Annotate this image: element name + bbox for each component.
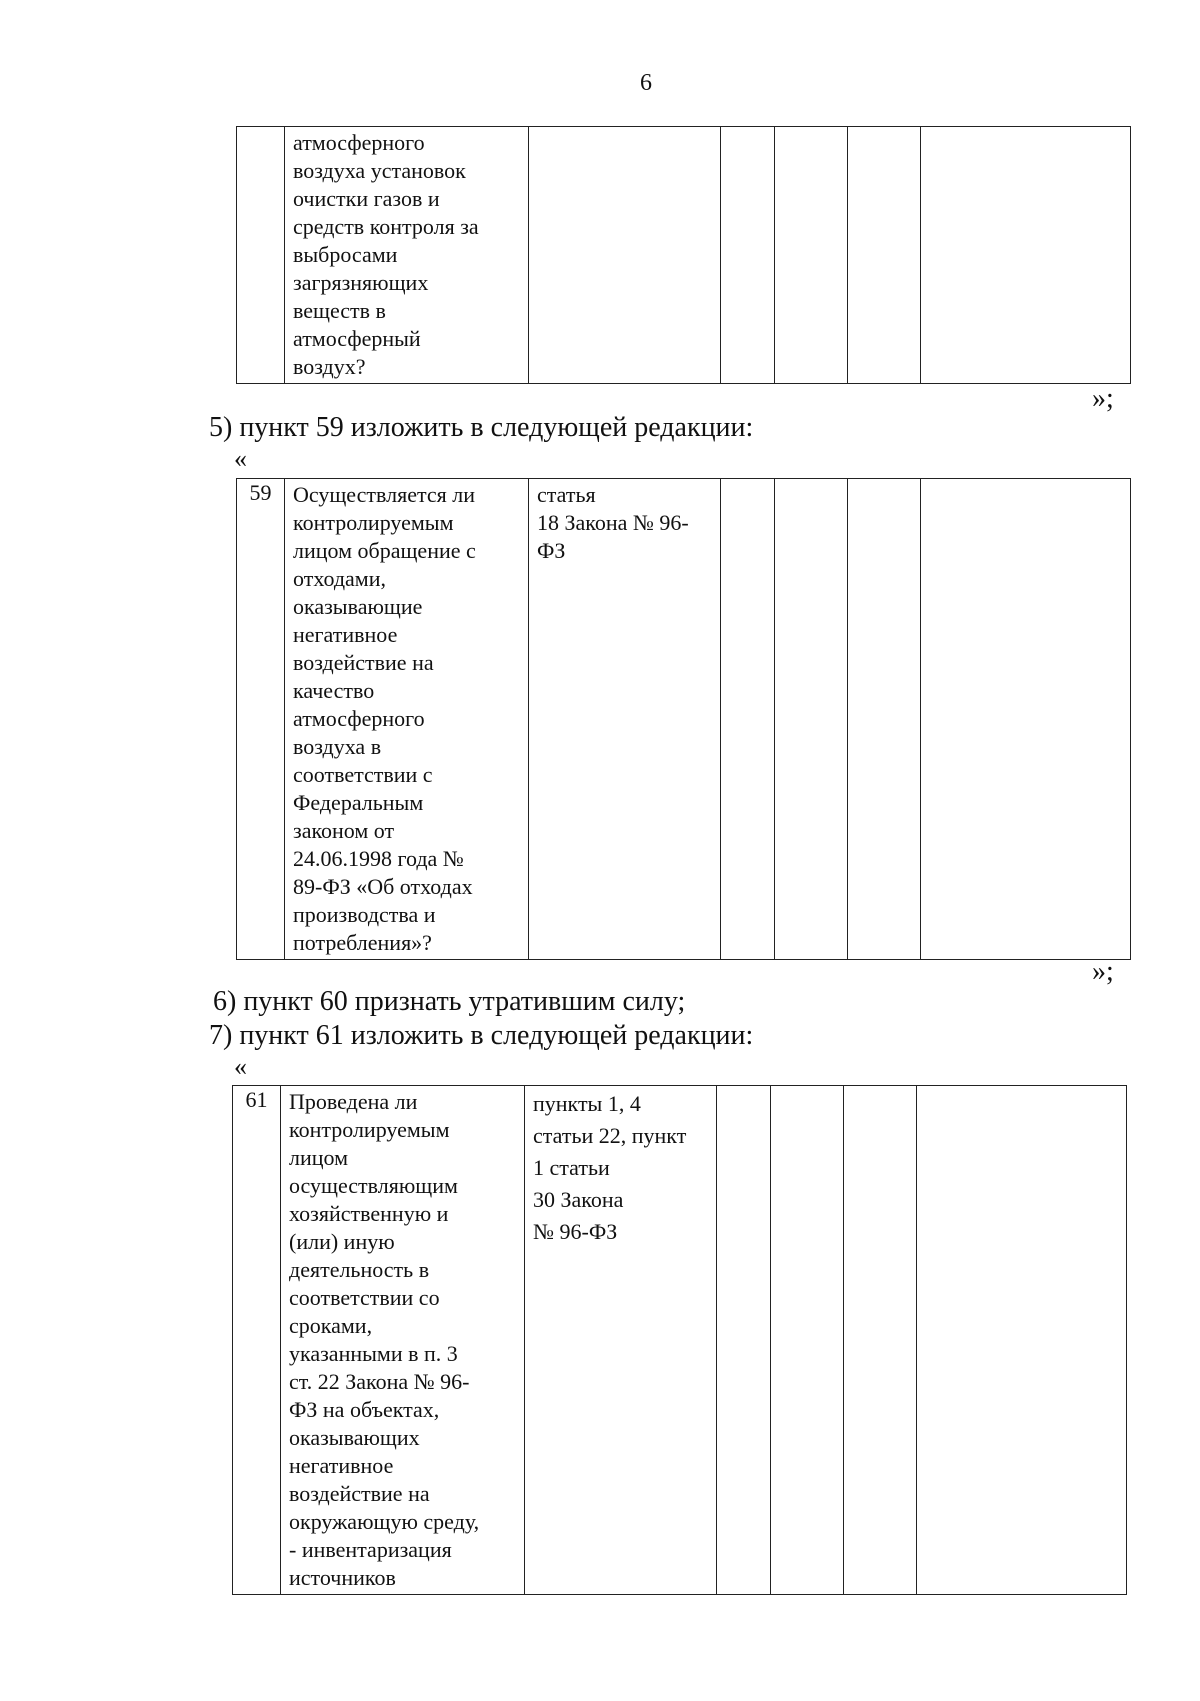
answer-cell: [848, 127, 921, 384]
table-row: [237, 479, 1131, 960]
paragraph-item-5: 5) пункт 59 изложить в следующей редакции:: [209, 412, 754, 443]
answer-cell: [848, 479, 921, 960]
question-cell: Проведена ли контролируемым лицом осуществляющим хозяйственную и (или) иную деятельность в соответствии со сроками, указанными в п. 3 ст. 22 Закона № 96- ФЗ на объектах, оказывающих негативное воздействие на окружающую среду, - инвентаризация источников: [281, 1086, 525, 1595]
answer-cell: [721, 479, 775, 960]
row-number-cell: 61: [233, 1086, 281, 1595]
table-continuation: [236, 126, 1131, 384]
closing-quote: »;: [1092, 956, 1114, 987]
note-cell: [917, 1086, 1127, 1595]
answer-cell: [844, 1086, 917, 1595]
answer-cell: [771, 1086, 844, 1595]
row-number-cell: 59: [237, 479, 285, 960]
paragraph-item-7: 7) пункт 61 изложить в следующей редакции:: [209, 1020, 754, 1051]
table-item-61: [232, 1085, 1127, 1595]
answer-cell: [775, 479, 848, 960]
answer-cell: [717, 1086, 771, 1595]
note-cell: [921, 127, 1131, 384]
reference-cell: статья 18 Закона № 96- ФЗ: [529, 479, 721, 960]
table-row: [233, 1086, 1127, 1595]
reference-cell: [529, 127, 721, 384]
question-cell: Осуществляется ли контролируемым лицом обращение с отходами, оказывающие негативное воздействие на качество атмосферного воздуха в соответствии с Федеральным законом от 24.06.1998 года № 89-ФЗ «Об отходах производства и потребления»?: [285, 479, 529, 960]
opening-quote: «: [234, 444, 247, 473]
table-row: [237, 127, 1131, 384]
answer-cell: [775, 127, 848, 384]
opening-quote: «: [234, 1052, 247, 1081]
table-item-59: [236, 478, 1131, 960]
note-cell: [921, 479, 1131, 960]
row-number-cell: [237, 127, 285, 384]
page-number: 6: [640, 70, 652, 96]
answer-cell: [721, 127, 775, 384]
closing-quote: »;: [1092, 383, 1114, 414]
reference-cell: пункты 1, 4 статьи 22, пункт 1 статьи 30 Закона № 96-ФЗ: [525, 1086, 717, 1595]
paragraph-item-6: 6) пункт 60 признать утратившим силу;: [213, 986, 686, 1017]
question-cell: атмосферного воздуха установок очистки газов и средств контроля за выбросами загрязняющих веществ в атмосферный воздух?: [285, 127, 529, 384]
